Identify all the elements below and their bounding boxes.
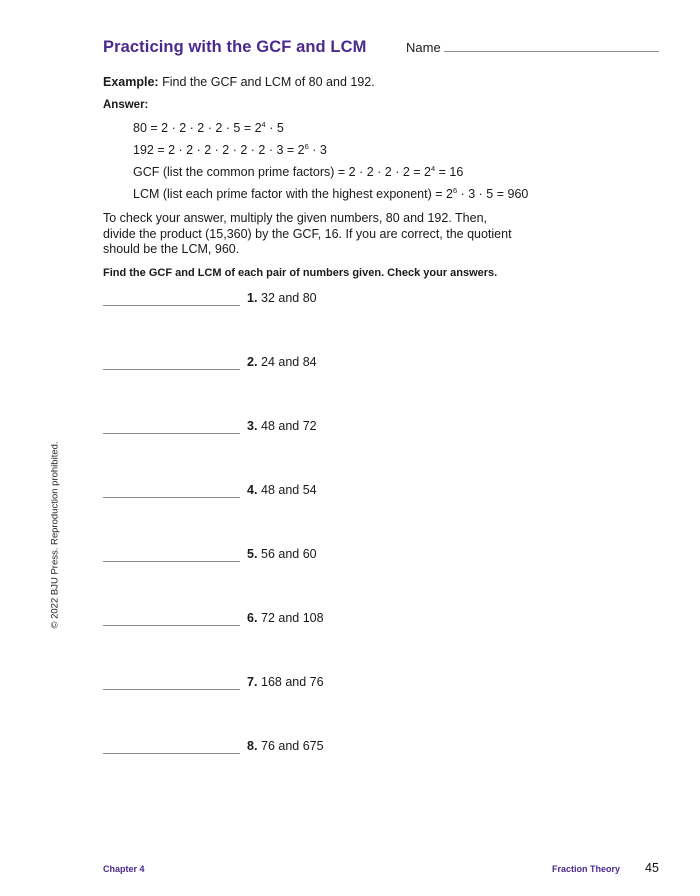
answer-line[interactable] — [103, 433, 240, 434]
page-number: 45 — [645, 861, 659, 875]
problem-text: 48 and 54 — [261, 483, 317, 497]
answer-line[interactable] — [103, 689, 240, 690]
exponent: 6 — [452, 186, 458, 195]
copyright-notice: © 2022 BJU Press. Reproduction prohibited. — [49, 441, 61, 629]
problem-4 — [103, 483, 403, 503]
example-label: Example: — [103, 75, 159, 89]
problem-number: 8. — [247, 739, 258, 753]
answer-line[interactable] — [103, 305, 240, 306]
problem-2 — [103, 355, 403, 375]
problem-text: 168 and 76 — [261, 675, 324, 689]
name-label: Name — [406, 40, 441, 55]
exponent: 4 — [431, 164, 436, 173]
problem-text: 56 and 60 — [261, 547, 317, 561]
example-prompt — [103, 74, 375, 90]
problem-text: 48 and 72 — [261, 419, 317, 433]
exercise-instructions: Find the GCF and LCM of each pair of numbers given. Check your answers. — [103, 267, 498, 279]
problem-text: 32 and 80 — [261, 291, 317, 305]
problem-number: 3. — [247, 419, 258, 433]
footer-section: Fraction Theory — [552, 864, 621, 874]
problem-text: 24 and 84 — [261, 355, 317, 369]
footer-chapter: Chapter 4 — [103, 864, 145, 874]
answer-line[interactable] — [103, 561, 240, 562]
example-text: Find the GCF and LCM of 80 and 192. — [162, 75, 375, 89]
equation-main: 192 = 2 · 2 · 2 · 2 · 2 · 2 · 3 = 2 — [133, 143, 305, 157]
equation-tail: · 3 — [308, 143, 327, 157]
answer-line[interactable] — [103, 753, 240, 754]
equation-gcf — [133, 165, 463, 179]
answer-line[interactable] — [103, 497, 240, 498]
equation-tail: = 16 — [435, 165, 464, 179]
exponent: 6 — [304, 142, 309, 151]
problem-number: 5. — [247, 547, 258, 561]
equation-tail: · 3 · 5 = 960 — [457, 187, 529, 201]
equation-main: 80 = 2 · 2 · 2 · 2 · 5 = 2 — [133, 121, 262, 135]
problem-3 — [103, 419, 403, 439]
problem-7 — [103, 675, 403, 695]
exponent: 4 — [261, 120, 266, 129]
problem-text: 76 and 675 — [261, 739, 324, 753]
problem-number: 2. — [247, 355, 258, 369]
problem-1 — [103, 291, 403, 311]
name-field[interactable] — [444, 51, 659, 52]
answer-line[interactable] — [103, 625, 240, 626]
problem-number: 7. — [247, 675, 258, 689]
problem-number: 1. — [247, 291, 258, 305]
equation-main: GCF (list the common prime factors) = 2 · 2 · 2 · 2 = 2 — [133, 165, 432, 179]
problem-number: 6. — [247, 611, 258, 625]
answer-label: Answer: — [103, 99, 149, 111]
problem-5 — [103, 547, 403, 567]
equation-80 — [133, 121, 284, 135]
answer-line[interactable] — [103, 369, 240, 370]
problem-6 — [103, 611, 403, 631]
equation-main: LCM (list each prime factor with the highest exponent) = 2 — [133, 187, 453, 201]
equation-192 — [133, 143, 327, 157]
problem-number: 4. — [247, 483, 258, 497]
page-title: Practicing with the GCF and LCM — [103, 38, 367, 56]
problem-text: 72 and 108 — [261, 611, 324, 625]
problem-8 — [103, 739, 403, 759]
equation-tail: · 5 — [265, 121, 284, 135]
check-instructions: To check your answer, multiply the given numbers, 80 and 192. Then, divide the product (15,360) by the GCF, 16. If you are correct, the quotient should be the LCM, 960. — [103, 211, 512, 256]
equation-lcm — [133, 187, 528, 201]
